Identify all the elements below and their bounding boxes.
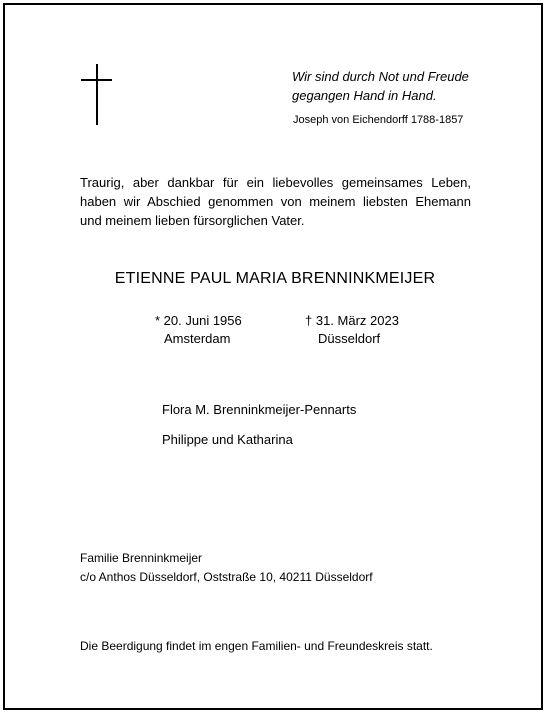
deceased-name: ETIENNE PAUL MARIA BRENNINKMEIJER bbox=[114, 270, 436, 287]
death-date: † 31. März 2023 bbox=[305, 313, 399, 328]
obituary-frame bbox=[3, 3, 543, 710]
mourner-1: Flora M. Brenninkmeijer-Pennarts bbox=[162, 402, 357, 417]
quote-line-1: Wir sind durch Not und Freude bbox=[292, 69, 469, 84]
birth-place: Amsterdam bbox=[164, 331, 231, 346]
quote-block bbox=[292, 67, 469, 105]
contact-block bbox=[80, 549, 373, 587]
quote-author: Joseph von Eichendorff 1788-1857 bbox=[293, 114, 464, 126]
intro-line-2: haben wir Abschied genommen von meinem liebsten Ehemann bbox=[80, 194, 471, 209]
intro-line-1: Traurig, aber dankbar für ein liebevolles gemeinsames Leben, bbox=[80, 175, 471, 190]
funeral-note: Die Beerdigung findet im engen Familien- und Freundeskreis statt. bbox=[80, 639, 433, 653]
intro-line-3: und meinem lieben fürsorglichen Vater. bbox=[80, 213, 305, 228]
contact-line-2: c/o Anthos Düsseldorf, Oststraße 10, 40211 Düsseldorf bbox=[80, 570, 373, 584]
contact-line-1: Familie Brenninkmeijer bbox=[80, 551, 203, 565]
mourner-2: Philippe und Katharina bbox=[162, 432, 293, 447]
death-place: Düsseldorf bbox=[318, 331, 381, 346]
birth-date: * 20. Juni 1956 bbox=[155, 313, 242, 328]
quote-line-2: gegangen Hand in Hand. bbox=[292, 88, 437, 103]
intro-text bbox=[80, 173, 471, 230]
